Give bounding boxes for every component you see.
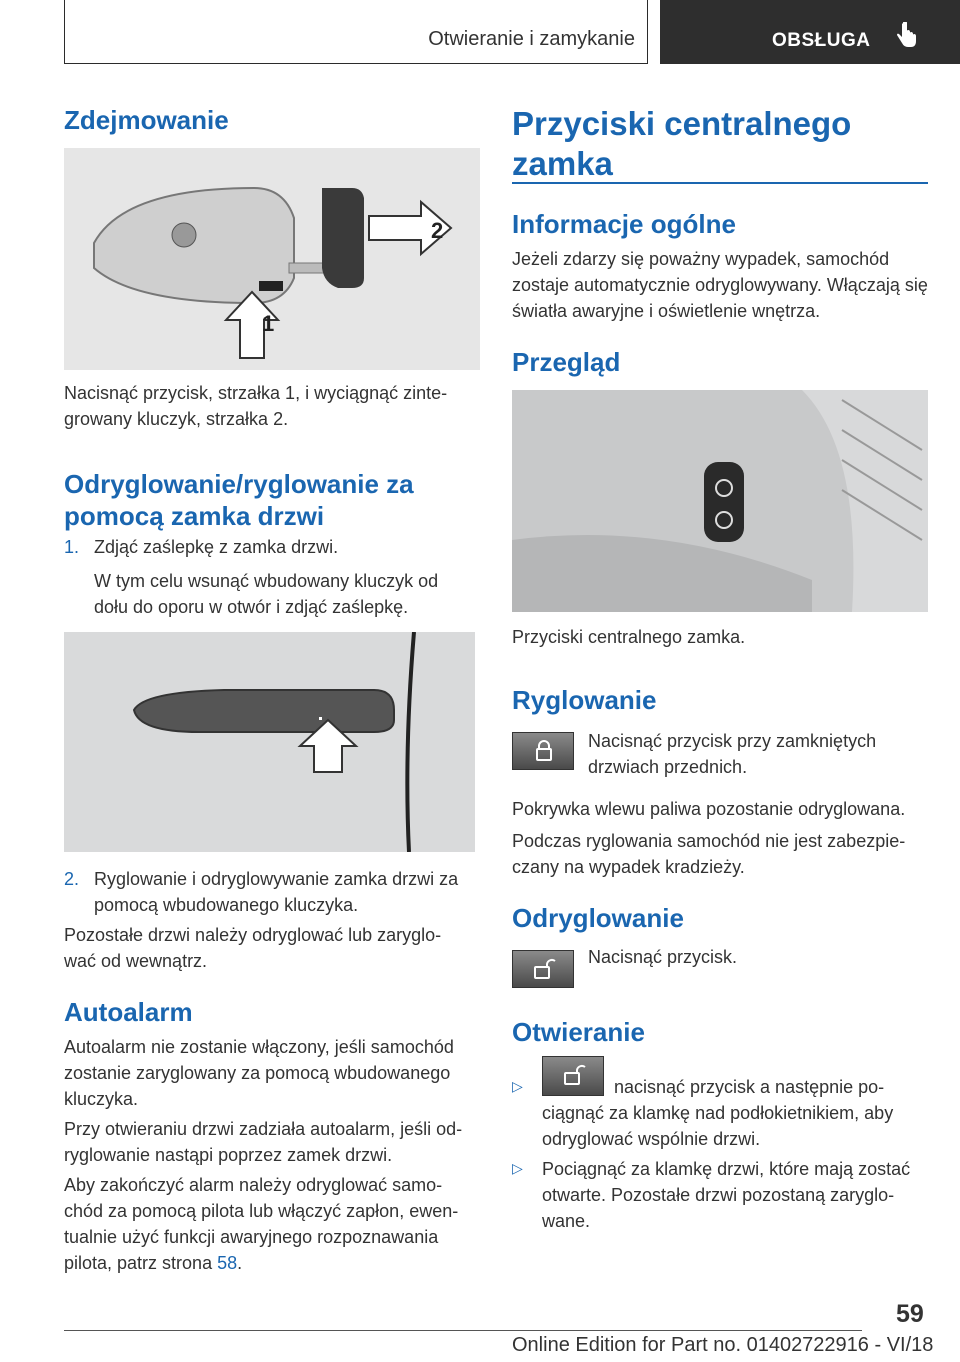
footer-edition: Online Edition for Part no. 01402722916 - VI/18 — [512, 1334, 934, 1356]
paragraph-alarm-3-text: Aby zakończyć alarm należy odryglować samo‐ chód za pomocą pilota lub włączyć zapłon, ewen‐ tualnie użyć funkcji awaryjnego rozpoznawania pilota, patrz strona — [64, 1175, 459, 1273]
bullet-marker-2: ▷ — [512, 1160, 523, 1176]
header-chapter-tab — [660, 0, 960, 64]
header-frame — [64, 0, 648, 64]
paragraph-ryglowanie: Nacisnąć przycisk przy zamkniętych drzwiach przednich. — [588, 731, 877, 777]
step-1-number: 1. — [64, 537, 80, 557]
lock-button-image — [512, 732, 574, 770]
page-link-58[interactable]: 58 — [217, 1253, 238, 1273]
unlock-button-image — [512, 950, 574, 988]
central-lock-buttons-illustration — [512, 390, 928, 612]
heading-autoalarm: Autoalarm — [64, 997, 193, 1027]
page-number: 59 — [896, 1300, 924, 1328]
fig1-label-1: 1 — [262, 311, 275, 336]
key-removal-illustration — [64, 148, 480, 370]
step-1-subtext: W tym celu wsunąć wbudowany kluczyk od dołu do oporu w otwór i zdjąć zaślepkę. — [94, 571, 439, 617]
header-section-title: Otwieranie i zamykanie — [428, 28, 635, 50]
central-lock-buttons-image — [512, 390, 928, 612]
step-1-text: Zdjąć zaślepkę z zamka drzwi. — [94, 537, 339, 557]
paragraph-alarm-1: Autoalarm nie zostanie włączony, jeśli samochód zostanie zaryglowany za pomocą wbudowanego kluczyka. — [64, 1037, 454, 1109]
header-chapter-label: OBSŁUGA — [772, 30, 871, 51]
door-handle-image — [64, 632, 475, 852]
bullet-1-text-a: nacisnąć przycisk a następnie po‐ — [614, 1077, 885, 1097]
bullet-marker-1: ▷ — [512, 1078, 523, 1094]
heading-door-lock: Odryglowanie/ryglowanie za pomocą zamka drzwi — [64, 469, 414, 531]
heading-general-info: Informacje ogólne — [512, 209, 736, 239]
paragraph-alarm-2: Przy otwieraniu drzwi zadziała autoalarm, jeśli od‐ ryglowanie nastąpi poprzez zamek drzwi. — [64, 1119, 463, 1165]
heading-zdejmowanie: Zdejmowanie — [64, 105, 229, 135]
paragraph-fuel-flap: Pokrywka wlewu paliwa pozostanie odryglowana. — [512, 799, 906, 819]
heading-odryglowanie: Odryglowanie — [512, 903, 684, 933]
paragraph-alarm-3-end: . — [237, 1253, 243, 1273]
heading-otwieranie: Otwieranie — [512, 1017, 645, 1047]
paragraph-theft: Podczas ryglowania samochód nie jest zabezpie‐ czany na wypadek kradzieży. — [512, 831, 906, 877]
lock-open-icon — [564, 1064, 586, 1086]
step-2-number: 2. — [64, 869, 80, 889]
paragraph-odryglowanie: Nacisnąć przycisk. — [588, 947, 738, 967]
step-2-text: Ryglowanie i odryglowywanie zamka drzwi za pomocą wbudowanego kluczyka. — [94, 869, 459, 915]
door-handle-illustration — [64, 632, 475, 852]
heading-underline — [512, 182, 928, 184]
hand-pointer-icon — [896, 22, 918, 50]
paragraph-other-doors: Pozostałe drzwi należy odryglować lub zaryglo‐ wać od wewnątrz. — [64, 925, 442, 971]
image-caption: Przyciski centralnego zamka. — [512, 627, 746, 647]
paragraph-general-info: Jeżeli zdarzy się poważny wypadek, samochód zostaje automatycznie odryglowywany. Włączają się światła awaryjne i oświetlenie wnętrza. — [512, 249, 928, 321]
heading-ryglowanie: Ryglowanie — [512, 685, 657, 715]
key-removal-image — [64, 148, 480, 370]
bullet-1-text-b: ciągnąć za klamkę nad podłokietnikiem, aby odryglować wspólnie drzwi. — [542, 1103, 894, 1149]
bullet-2-text: Pociągnąć za klamkę drzwi, które mają zostać otwarte. Pozostałe drzwi pozostaną zaryglo‐ wane. — [542, 1159, 911, 1231]
fig1-label-2: 2 — [431, 218, 444, 243]
heading-overview: Przegląd — [512, 347, 621, 377]
paragraph-alarm-3 — [64, 1172, 484, 1276]
paragraph-remove-key: Nacisnąć przycisk, strzałka 1, i wyciągnąć zinte‐ growany kluczyk, strzałka 2. — [64, 383, 448, 429]
lock-closed-icon — [534, 740, 554, 762]
unlock-button-image-inline — [542, 1056, 604, 1096]
lock-open-icon — [534, 958, 556, 980]
footer-rule — [64, 1330, 862, 1331]
heading-central-locking: Przyciski centralnego zamka — [512, 105, 852, 182]
